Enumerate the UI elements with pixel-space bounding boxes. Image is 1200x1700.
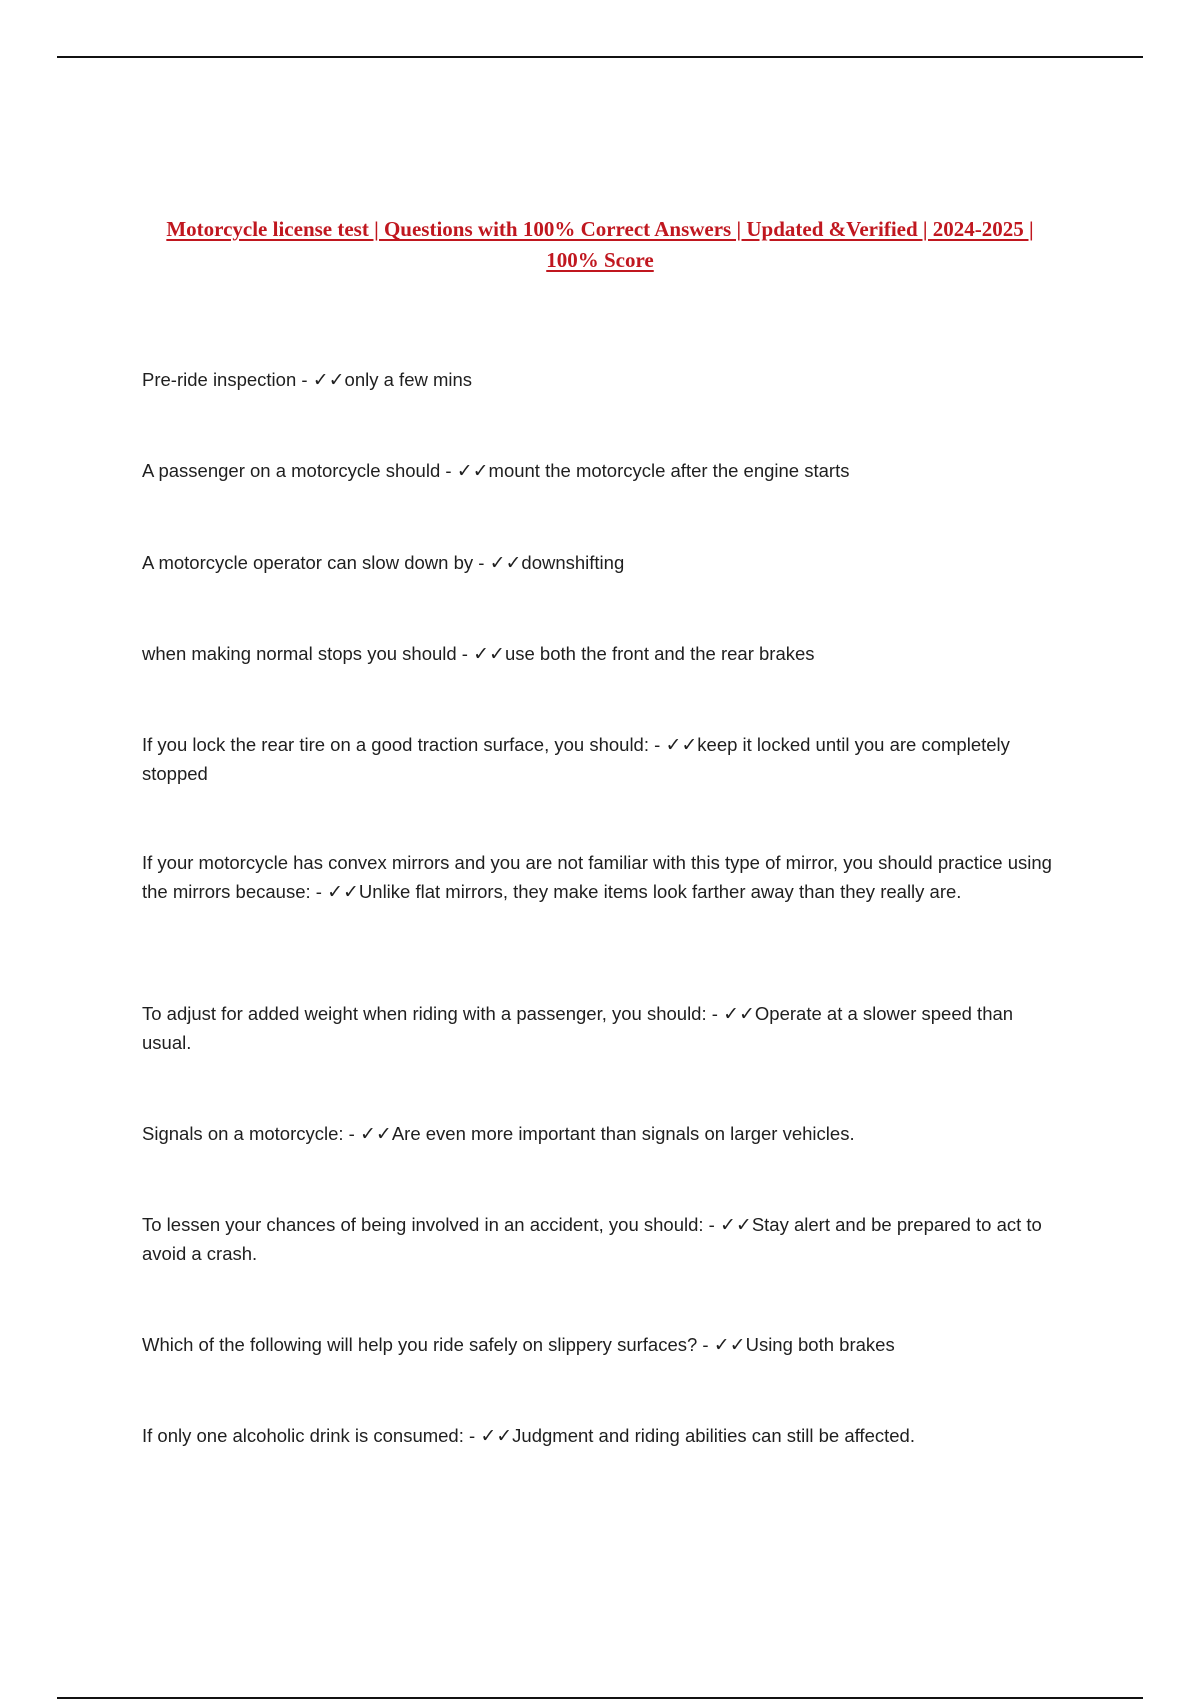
qa-item: [142, 1422, 1062, 1451]
answer-text: downshifting: [521, 552, 625, 573]
separator: -: [697, 1334, 714, 1355]
answer-text: Are even more important than signals on larger vehicles.: [391, 1123, 855, 1144]
qa-item: [142, 1211, 1062, 1268]
qa-item: [142, 457, 1062, 486]
answer-text: mount the motorcycle after the engine starts: [488, 460, 850, 481]
question-text: To lessen your chances of being involved in an accident, you should:: [142, 1214, 704, 1235]
separator: -: [456, 643, 474, 664]
qa-item: [142, 366, 1062, 395]
top-rule: [57, 56, 1143, 58]
answer-text: Stay alert and be prepared to act to avoid a crash.: [142, 1214, 1042, 1264]
qa-item: [142, 1120, 1062, 1149]
answer-text: Unlike flat mirrors, they make items look farther away than they really are.: [358, 880, 962, 902]
separator: -: [463, 1425, 481, 1446]
double-check-icon: ✓✓: [713, 1334, 746, 1356]
double-check-icon: ✓✓: [489, 552, 522, 574]
question-text: If only one alcoholic drink is consumed:: [142, 1425, 464, 1446]
bottom-rule: [57, 1697, 1143, 1699]
double-check-icon: ✓✓: [360, 1123, 392, 1145]
separator: -: [343, 1123, 360, 1144]
answer-text: Judgment and riding abilities can still be affected.: [512, 1425, 915, 1446]
separator: -: [703, 1214, 720, 1235]
separator: -: [296, 369, 313, 390]
double-check-icon: ✓✓: [312, 369, 345, 391]
double-check-icon: ✓✓: [665, 734, 698, 756]
double-check-icon: ✓✓: [473, 643, 505, 665]
document-title: Motorcycle license test | Questions with 100% Correct Answers | Updated &Verified | 2024-2025 | 100% Score: [166, 217, 1034, 272]
question-text: If your motorcycle has convex mirrors and you are not familiar with this type of mirror, you should practice using the mirrors because:: [142, 852, 1052, 902]
qa-item: [142, 731, 1062, 788]
separator: -: [440, 460, 457, 481]
double-check-icon: ✓✓: [327, 880, 359, 903]
qa-item: [142, 1331, 1062, 1360]
answer-text: keep it locked until you are completely stopped: [142, 734, 1010, 784]
question-text: Pre-ride inspection: [142, 369, 297, 390]
answer-text: Using both brakes: [745, 1334, 895, 1355]
question-text: If you lock the rear tire on a good traction surface, you should:: [142, 734, 649, 755]
separator: -: [473, 552, 490, 573]
separator: -: [310, 880, 328, 902]
answer-text: use both the front and the rear brakes: [504, 643, 815, 664]
qa-item: [142, 640, 1062, 669]
qa-item: [142, 849, 1062, 906]
question-text: when making normal stops you should: [142, 643, 457, 664]
double-check-icon: ✓✓: [719, 1214, 752, 1236]
qa-item: [142, 549, 1062, 578]
answer-text: Operate at a slower speed than usual.: [142, 1003, 1014, 1053]
separator: -: [648, 734, 666, 755]
answer-text: only a few mins: [344, 369, 473, 390]
question-text: To adjust for added weight when riding with a passenger, you should:: [142, 1003, 707, 1024]
qa-item: [142, 1000, 1062, 1057]
separator: -: [706, 1003, 724, 1024]
question-text: Which of the following will help you ride safely on slippery surfaces?: [142, 1334, 698, 1355]
double-check-icon: ✓✓: [456, 460, 489, 482]
question-text: Signals on a motorcycle:: [142, 1123, 344, 1144]
question-text: A passenger on a motorcycle should: [142, 460, 441, 481]
double-check-icon: ✓✓: [723, 1003, 755, 1025]
question-text: A motorcycle operator can slow down by: [142, 552, 474, 573]
double-check-icon: ✓✓: [480, 1425, 513, 1447]
